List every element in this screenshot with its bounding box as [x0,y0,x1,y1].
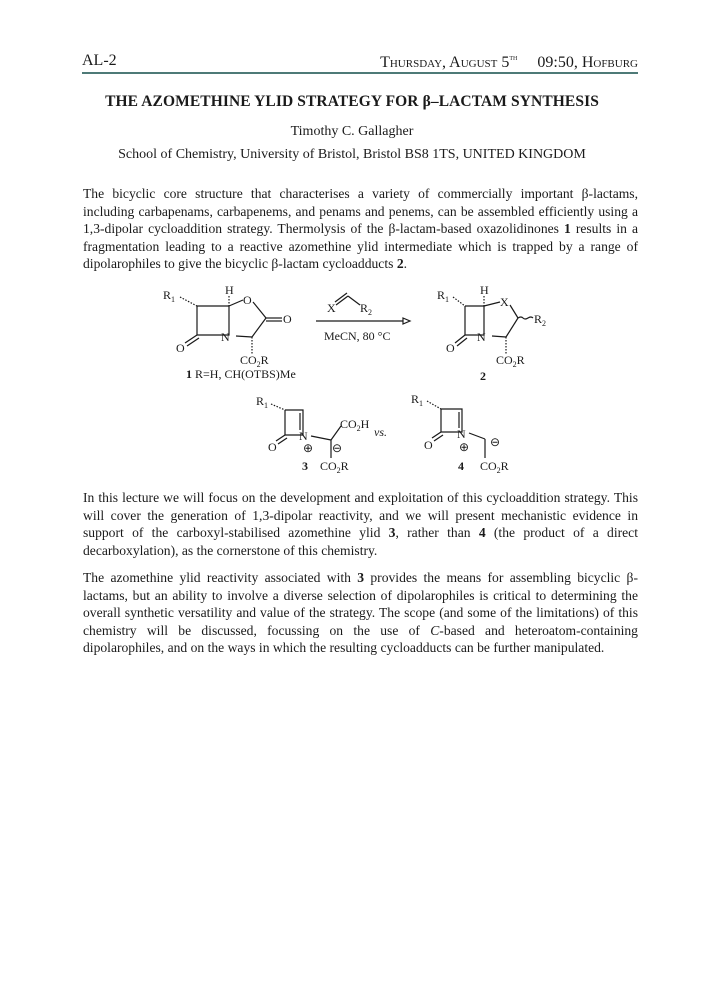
compound-4-structure [411,392,509,475]
c1-ring-o: O [243,293,252,307]
c2-lactam-o: O [446,341,455,355]
session-code: AL-2 [82,52,117,69]
c1-caption: 1 R=H, CH(OTBS)Me [186,367,296,381]
c1-lactam-o: O [176,341,185,355]
page-header [82,50,638,74]
compound-ref: 4 [478,525,486,541]
c1-h-label: H [225,283,234,297]
paragraph-intro [83,185,638,273]
c4-plus-charge: ⊕ [459,440,470,454]
c4-label: 4 [458,459,464,473]
text-run: results in a fragmentation leading to a reactive azomethine ylid intermediate which is trapped by a range of dipolarophiles to give the bicyclic β-lactam cycloadducts [83,221,639,272]
compound-3-structure [256,394,370,475]
c1-carbonyl-o: O [283,312,292,326]
text-run: The bicyclic core structure that characterises a variety of commercially important β-lactams, including carbapenams, carbapenems, and penams and penems, can be assembled efficiently using a 1,3-dipolar cycloaddition strategy. Thermolysis of the β-lactam-based oxazolidinones [83,186,638,237]
c3-r1-label: $R_1$ [256,394,269,410]
c4-minus-charge: ⊖ [490,435,501,449]
compound-ref: 3 [388,525,396,541]
text-run: The azomethine ylid reactivity associated with [83,570,358,585]
compound-1-structure [163,283,296,381]
c4-lactam-o: O [424,438,433,452]
session-time-location: 09:50, Hofburg [537,54,638,71]
c2-label: 2 [480,369,486,383]
reaction-arrow [316,293,410,343]
c1-ester: $CO_2R$ [240,353,269,369]
text-run: In this lecture we will focus on the development and exploitation of this cycloaddition strategy. This will cover the generation of 1,3-dipolar reactivity, and we will present mechanistic evidence in support of the carboxyl-stabilised azomethine ylid [83,490,638,541]
compound-ref: 3 [357,570,365,585]
abstract-title: THE AZOMETHINE YLID STRATEGY FOR β–LACTAM SYNTHESIS [105,93,599,110]
session-day: Thursday, August 5 [380,54,510,71]
c4-r1-label: $R_1$ [411,392,424,408]
c1-hashed-bond [180,297,197,306]
c4-ester: $CO_2R$ [480,459,509,475]
c2-ester: $CO_2R$ [496,353,525,369]
versus-text: vs. [374,425,387,439]
c2-n-label: N [477,330,486,344]
c3-lactam-o: O [268,440,277,454]
text-run: . [403,256,408,272]
c1-r1-label: $R_1$ [163,288,176,304]
c3-minus-charge: ⊖ [332,441,343,455]
c3-n-label: N [299,429,308,443]
session-datetime [380,52,638,72]
c1-n-label: N [221,330,230,344]
paragraph-scope [83,569,638,657]
author-affiliation: School of Chemistry, University of Bristol, Bristol BS8 1TS, UNITED KINGDOM [118,147,586,162]
c3-ester: $CO_2R$ [320,459,349,475]
text-run: -based and heteroatom-containing dipolarophiles, and on the ways in which the resulting cycloadducts can be further manipulated. [83,622,638,656]
day-suffix: th [509,52,518,62]
c3-label: 3 [302,459,308,473]
paragraph-lecture-focus [83,489,638,559]
text-run: , rather than [395,525,479,541]
c2-h-label: H [480,283,489,297]
reagent-r2: $R_2$ [360,301,373,317]
c3-plus-charge: ⊕ [303,441,314,455]
italic-text: C [430,622,440,638]
c2-r1-label: $R_1$ [437,288,450,304]
compound-2-structure [437,283,546,383]
reagent-x: X [327,301,336,315]
text-run: (the product of a direct decarboxylation), as the cornerstone of this chemistry. [83,525,638,558]
c2-x-label: X [500,295,509,309]
author-name: Timothy C. Gallagher [290,124,414,139]
c3-acid: $CO_2H$ [340,417,370,433]
reaction-conditions: MeCN, 80 °C [324,329,391,343]
compound-ref: 1 [563,221,571,237]
c2-r2-label: $R_2$ [534,312,547,328]
text-run: provides the means for assembling bicyclic β-lactams, but an ability to involve a diverse selection of dipolarophiles is critical to determining the overall synthetic versatility and value of the strategy. The scope (and some of the limitations) of this chemistry will be discussed, focussing on the use of [83,570,638,638]
compound-ref: 2 [396,256,404,272]
c4-n-label: N [457,427,466,441]
